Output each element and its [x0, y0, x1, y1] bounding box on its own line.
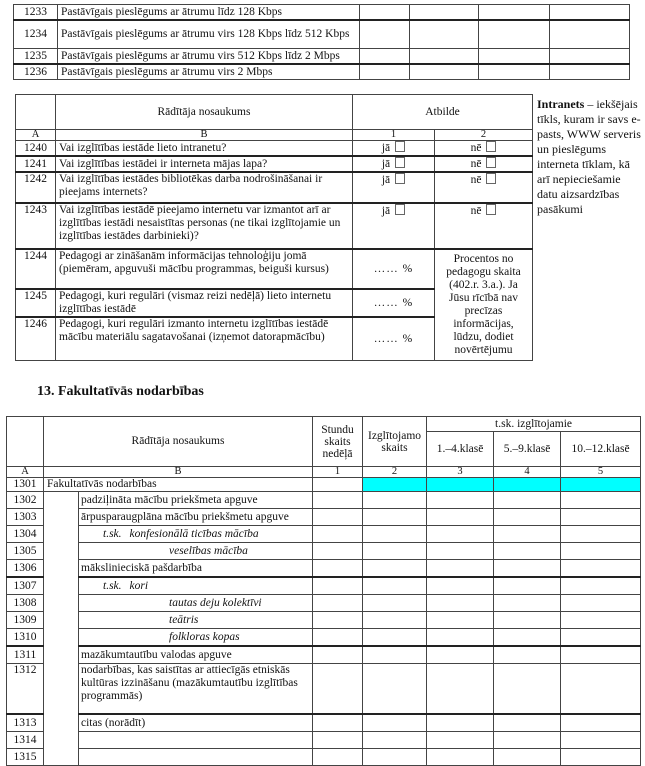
- row-text: padziļināta mācību priekšmeta apguve: [81, 493, 258, 506]
- col-1-label: 1: [353, 130, 435, 141]
- input-cell[interactable]: [360, 64, 410, 80]
- input-cell[interactable]: [363, 664, 427, 715]
- row-label: Pastāvīgais pieslēgums ar ātrumu līdz 128 Kbps: [58, 5, 360, 21]
- row-code: 1303: [7, 509, 44, 526]
- row-code: 1309: [7, 612, 44, 629]
- table-row: [7, 664, 641, 715]
- input-cell[interactable]: [561, 492, 641, 509]
- table-row: [7, 714, 641, 732]
- header-grade-10-12: 10.–12.klasē: [561, 432, 641, 467]
- table-row: [7, 526, 641, 543]
- input-cell[interactable]: [313, 664, 363, 715]
- row-code: 1245: [16, 289, 56, 317]
- row-label: [79, 577, 313, 595]
- input-cell[interactable]: [550, 64, 630, 80]
- input-cell[interactable]: [360, 20, 410, 49]
- section-title: 13. Fakultatīvās nodarbības: [37, 384, 204, 399]
- input-cell[interactable]: [363, 612, 427, 629]
- input-cell[interactable]: [427, 732, 494, 749]
- no-option[interactable]: [435, 141, 533, 157]
- input-cell[interactable]: [561, 629, 641, 647]
- row-code: 1313: [7, 714, 44, 732]
- percent-input[interactable]: …… %: [353, 317, 435, 361]
- input-cell[interactable]: [561, 714, 641, 732]
- input-cell[interactable]: [363, 577, 427, 595]
- yes-label: jā: [381, 142, 391, 154]
- col-4-label: 4: [494, 467, 561, 478]
- row-code: 1236: [14, 64, 58, 80]
- row-label: Pedagogi, kuri regulāri izmanto internetu izglītības iestādē mācību materiālu sagatavošanai (izņemot datorapmācību): [56, 317, 353, 361]
- table-row: [7, 612, 641, 629]
- input-cell[interactable]: [427, 595, 494, 612]
- input-cell[interactable]: [494, 526, 561, 543]
- row-code: 1234: [14, 20, 58, 49]
- input-cell[interactable]: [494, 595, 561, 612]
- input-cell[interactable]: [561, 595, 641, 612]
- row-label: Pedagogi ar zināšanām informācijas tehnoloģiju jomā (piemēram, apguvuši mācību programmas, beiguši kursus): [56, 249, 353, 289]
- table-row: [16, 141, 533, 157]
- definition-text: – iekšējais tīkls, kuram ir savs e-pasts, WWW serveris un pieslēgums interneta tīklam, kā arī nepieciešamie datu aizsardzības pasākumi: [537, 97, 641, 216]
- input-cell[interactable]: [479, 20, 550, 49]
- row-code: 1246: [16, 317, 56, 361]
- header-grade-1-4: 1.–4.klasē: [427, 432, 494, 467]
- row-code: 1242: [16, 172, 56, 203]
- input-cell[interactable]: [494, 646, 561, 664]
- table-row: [14, 49, 630, 65]
- input-cell[interactable]: [561, 646, 641, 664]
- input-cell[interactable]: [427, 749, 494, 766]
- indent-spacer: [44, 492, 79, 766]
- input-cell[interactable]: [550, 20, 630, 49]
- row-label: Pastāvīgais pieslēgums ar ātrumu virs 128 Kbps līdz 512 Kbps: [58, 20, 360, 49]
- input-cell[interactable]: [313, 492, 363, 509]
- no-option[interactable]: [435, 203, 533, 249]
- row-text: tautas deju kolektīvi: [169, 596, 262, 609]
- row-code: 1310: [7, 629, 44, 647]
- header-answer: Atbilde: [353, 95, 533, 130]
- yes-option[interactable]: [353, 172, 435, 203]
- row-code: 1306: [7, 560, 44, 578]
- header-row: [7, 417, 641, 432]
- input-cell[interactable]: [561, 612, 641, 629]
- row-text: kori: [129, 579, 149, 592]
- row-label: Fakultatīvās nodarbības: [44, 478, 313, 492]
- highlight-cell: [427, 478, 494, 492]
- input-cell[interactable]: [360, 49, 410, 65]
- row-code: 1315: [7, 749, 44, 766]
- col-a-label: A: [7, 467, 44, 478]
- table-row: [7, 509, 641, 526]
- input-cell[interactable]: [313, 478, 363, 492]
- input-cell[interactable]: [494, 492, 561, 509]
- input-cell[interactable]: [313, 577, 363, 595]
- input-cell[interactable]: [363, 749, 427, 766]
- row-label: Pastāvīgais pieslēgums ar ātrumu virs 2 Mbps: [58, 64, 360, 80]
- col-b-label: B: [56, 130, 353, 141]
- yes-checkbox[interactable]: [395, 141, 405, 152]
- input-cell[interactable]: [363, 732, 427, 749]
- input-cell[interactable]: [360, 5, 410, 21]
- elective-table: [6, 416, 641, 766]
- input-cell[interactable]: [313, 732, 363, 749]
- row-label: Vai izglītības iestādei ir interneta mājas lapa?: [56, 156, 353, 172]
- no-label: nē: [470, 174, 482, 186]
- input-cell[interactable]: [410, 64, 479, 80]
- row-label: Vai izglītības iestāde lieto intranetu?: [56, 141, 353, 157]
- input-cell[interactable]: [410, 5, 479, 21]
- row-code: 1307: [7, 577, 44, 595]
- table-row: [14, 20, 630, 49]
- yes-option[interactable]: [353, 156, 435, 172]
- yes-label: jā: [381, 174, 391, 186]
- input-cell[interactable]: [494, 732, 561, 749]
- table-row: [7, 595, 641, 612]
- row-code: 1314: [7, 732, 44, 749]
- input-cell[interactable]: [479, 5, 550, 21]
- input-cell[interactable]: [427, 714, 494, 732]
- col-3-label: 3: [427, 467, 494, 478]
- input-cell[interactable]: [561, 664, 641, 715]
- row-code: 1305: [7, 543, 44, 560]
- input-cell[interactable]: [561, 577, 641, 595]
- col-5-label: 5: [561, 467, 641, 478]
- row-label: [79, 714, 313, 732]
- table-row: [7, 629, 641, 647]
- yes-checkbox[interactable]: [395, 157, 405, 168]
- highlight-cell: [561, 478, 641, 492]
- table-row: [16, 172, 533, 203]
- col-b-label: B: [44, 467, 313, 478]
- no-checkbox[interactable]: [486, 157, 496, 168]
- row-text: folkloras kopas: [169, 630, 240, 643]
- row-code: 1243: [16, 203, 56, 249]
- input-cell[interactable]: [427, 526, 494, 543]
- row-code: 1304: [7, 526, 44, 543]
- input-cell[interactable]: [363, 714, 427, 732]
- input-cell[interactable]: [313, 714, 363, 732]
- input-cell[interactable]: [363, 646, 427, 664]
- row-code: 1302: [7, 492, 44, 509]
- row-text: citas (norādīt): [81, 716, 146, 729]
- input-cell[interactable]: [313, 749, 363, 766]
- input-cell[interactable]: [479, 49, 550, 65]
- header-hours: Stundu skaits nedēļā: [313, 417, 363, 467]
- input-cell[interactable]: [494, 714, 561, 732]
- input-cell[interactable]: [427, 646, 494, 664]
- col-2-label: 2: [363, 467, 427, 478]
- intranet-definition: [537, 97, 642, 217]
- table-row: [16, 249, 533, 289]
- row-label: Vai izglītības iestādes bibliotēkas darba nodrošināšanai ir pieejams internets?: [56, 172, 353, 203]
- table-row: [7, 577, 641, 595]
- row-label: [79, 492, 313, 509]
- input-cell[interactable]: [313, 629, 363, 647]
- input-cell[interactable]: [561, 543, 641, 560]
- row-code: 1301: [7, 478, 44, 492]
- row-prefix: t.sk.: [103, 527, 122, 540]
- input-cell[interactable]: [561, 509, 641, 526]
- input-cell[interactable]: [363, 629, 427, 647]
- row-text: veselības mācība: [169, 544, 248, 557]
- table-row: [16, 203, 533, 249]
- input-cell[interactable]: [363, 543, 427, 560]
- input-cell[interactable]: [561, 560, 641, 578]
- row-label: Vai izglītības iestādē pieejamo internetu var izmantot arī ar izglītības iestādi nesaistītas personas (ne tikai izglītojamie un izglītības iestādes darbinieki)?: [56, 203, 353, 249]
- input-cell[interactable]: [363, 509, 427, 526]
- row-text: konfesionālā ticības mācība: [129, 527, 259, 540]
- row-code: 1244: [16, 249, 56, 289]
- row-text: ārpusparaugplāna mācību priekšmetu apguve: [81, 510, 289, 523]
- row-label: Pastāvīgais pieslēgums ar ātrumu virs 512 Kbps līdz 2 Mbps: [58, 49, 360, 65]
- input-cell[interactable]: [427, 560, 494, 578]
- input-cell[interactable]: [313, 526, 363, 543]
- table-row: [7, 492, 641, 509]
- input-cell[interactable]: [427, 492, 494, 509]
- input-cell[interactable]: [427, 543, 494, 560]
- input-cell[interactable]: [494, 612, 561, 629]
- row-label: [79, 560, 313, 578]
- table-row: [14, 64, 630, 80]
- column-index-row: [16, 130, 533, 141]
- column-index-row: [7, 467, 641, 478]
- header-name: Rādītāja nosaukums: [44, 417, 313, 467]
- input-cell[interactable]: [313, 560, 363, 578]
- input-cell[interactable]: [561, 732, 641, 749]
- yes-label: jā: [381, 205, 391, 217]
- input-cell[interactable]: [494, 543, 561, 560]
- row-label: [79, 749, 313, 766]
- row-text: nodarbības, kas saistītas ar attiecīgās etniskās kultūras izzināšanu (mazākumtautību izglītības programmās): [81, 664, 298, 702]
- no-checkbox[interactable]: [486, 204, 496, 215]
- input-cell[interactable]: [363, 526, 427, 543]
- input-cell[interactable]: [410, 20, 479, 49]
- row-label: [79, 543, 313, 560]
- input-cell[interactable]: [427, 509, 494, 526]
- no-checkbox[interactable]: [486, 173, 496, 184]
- input-cell[interactable]: [410, 49, 479, 65]
- input-cell[interactable]: [494, 560, 561, 578]
- yes-option[interactable]: [353, 203, 435, 249]
- input-cell[interactable]: [363, 492, 427, 509]
- no-label: nē: [470, 142, 482, 154]
- input-cell[interactable]: [313, 509, 363, 526]
- input-cell[interactable]: [494, 577, 561, 595]
- table-row: [14, 5, 630, 21]
- input-cell[interactable]: [494, 509, 561, 526]
- input-cell[interactable]: [313, 595, 363, 612]
- col-a-label: A: [16, 130, 56, 141]
- input-cell[interactable]: [494, 664, 561, 715]
- row-label: [79, 509, 313, 526]
- table-row: [7, 543, 641, 560]
- input-cell[interactable]: [561, 526, 641, 543]
- header-grade-5-9: 5.–9.klasē: [494, 432, 561, 467]
- yes-label: jā: [381, 158, 391, 170]
- connections-table: [13, 4, 630, 80]
- row-text: mākslinieciskā pašdarbība: [81, 561, 203, 574]
- row-code: 1235: [14, 49, 58, 65]
- table-row: [7, 560, 641, 578]
- no-label: nē: [470, 158, 482, 170]
- row-text: teātris: [169, 613, 199, 626]
- header-name: Rādītāja nosaukums: [56, 95, 353, 130]
- row-label: [79, 664, 313, 715]
- input-cell[interactable]: [313, 612, 363, 629]
- row-label: Pedagogi, kuri regulāri (vismaz reizi nedēļā) lieto internetu izglītības iestādē: [56, 289, 353, 317]
- input-cell[interactable]: [479, 64, 550, 80]
- input-cell[interactable]: [550, 49, 630, 65]
- percent-input[interactable]: …… %: [353, 249, 435, 289]
- row-label: [79, 612, 313, 629]
- yes-option[interactable]: [353, 141, 435, 157]
- row-code: 1240: [16, 141, 56, 157]
- row-code: 1312: [7, 664, 44, 715]
- percent-input[interactable]: …… %: [353, 289, 435, 317]
- yes-checkbox[interactable]: [395, 173, 405, 184]
- definition-term: Intranets: [537, 97, 585, 111]
- row-label: [79, 629, 313, 647]
- row-label: [79, 646, 313, 664]
- col-1-label: 1: [313, 467, 363, 478]
- header-incl: t.sk. izglītojamie: [427, 417, 641, 432]
- input-cell[interactable]: [313, 543, 363, 560]
- input-cell[interactable]: [427, 664, 494, 715]
- table-row: [16, 156, 533, 172]
- header-row: [16, 95, 533, 130]
- row-code: 1311: [7, 646, 44, 664]
- input-cell[interactable]: [550, 5, 630, 21]
- col-2-label: 2: [435, 130, 533, 141]
- no-option[interactable]: [435, 172, 533, 203]
- input-cell[interactable]: [494, 629, 561, 647]
- row-code: 1233: [14, 5, 58, 21]
- no-option[interactable]: [435, 156, 533, 172]
- row-label: [79, 526, 313, 543]
- header-students: Izglītojamo skaits: [363, 417, 427, 467]
- table-row: [7, 646, 641, 664]
- row-code: 1308: [7, 595, 44, 612]
- table-row: [7, 749, 641, 766]
- row-prefix: t.sk.: [103, 579, 122, 592]
- row-text: mazākumtautību valodas apguve: [81, 648, 232, 661]
- highlight-cell: [494, 478, 561, 492]
- highlight-cell: [363, 478, 427, 492]
- input-cell[interactable]: [313, 646, 363, 664]
- total-row: [7, 478, 641, 492]
- row-label: [79, 732, 313, 749]
- input-cell[interactable]: [363, 560, 427, 578]
- input-cell[interactable]: [427, 577, 494, 595]
- input-cell[interactable]: [427, 612, 494, 629]
- table-row: [7, 732, 641, 749]
- input-cell[interactable]: [427, 629, 494, 647]
- no-label: nē: [470, 205, 482, 217]
- input-cell[interactable]: [494, 749, 561, 766]
- input-cell[interactable]: [561, 749, 641, 766]
- internet-table: [15, 94, 533, 361]
- row-code: 1241: [16, 156, 56, 172]
- yes-checkbox[interactable]: [395, 204, 405, 215]
- no-checkbox[interactable]: [486, 141, 496, 152]
- percent-note: Procentos no pedagogu skaita (402.r. 3.a.). Ja Jūsu rīcībā nav precīzas informācijas, lūdzu, dodiet novērtējumu: [435, 249, 533, 361]
- input-cell[interactable]: [363, 595, 427, 612]
- row-label: [79, 595, 313, 612]
